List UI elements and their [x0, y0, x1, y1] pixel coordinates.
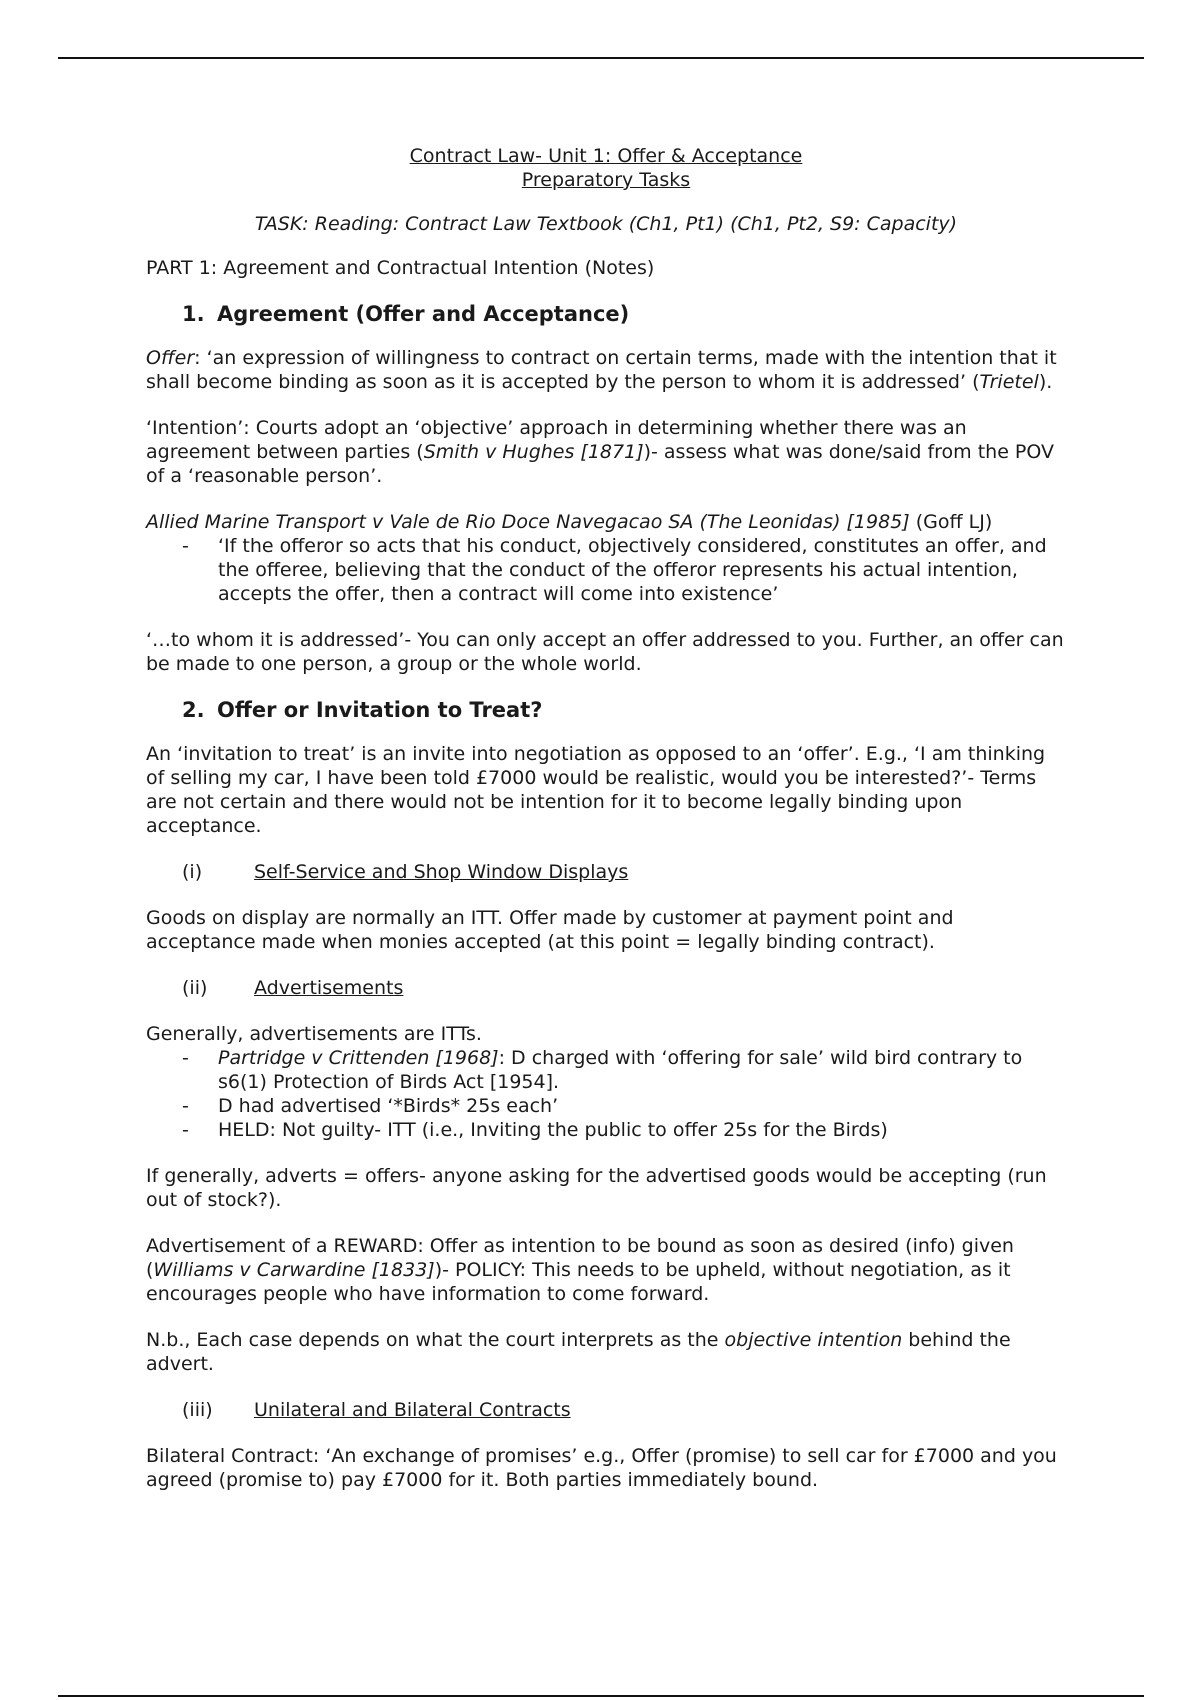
bilateral-paragraph: Bilateral Contract: ‘An exchange of promises’ e.g., Offer (promise) to sell car for £7000 and you agreed (promise to) pay £7000 for it. Both parties immediately bound.: [146, 1445, 1057, 1491]
list-item: - D had advertised ‘*Birds* 25s each’: [218, 1094, 1066, 1118]
section-heading-2: 2. Offer or Invitation to Treat?: [182, 698, 543, 722]
subheading-advertisements: (ii) Advertisements: [182, 977, 404, 999]
list-item: - HELD: Not guilty- ITT (i.e., Inviting the public to offer 25s for the Birds): [218, 1118, 1066, 1142]
allied-case: Allied Marine Transport v Vale de Rio Doce Navegacao SA (The Leonidas) [1985] (Goff LJ): [146, 511, 993, 533]
subheading-self-service: (i) Self-Service and Shop Window Displays: [182, 861, 629, 883]
reward-paragraph: Advertisement of a REWARD: Offer as intention to be bound as soon as desired (info) given (Williams v Carwardine [1833])- POLICY: This needs to be upheld, without negotiation, as it encourages people who have information to come forward.: [146, 1235, 1014, 1305]
list-item: - ‘If the offeror so acts that his conduct, objectively considered, constitutes an offer, and the offeree, believing that the conduct of the offeror represents his actual intention, accepts the offer, then a contract will come into existence’: [218, 534, 1066, 606]
section-heading-1: 1. Agreement (Offer and Acceptance): [182, 302, 630, 326]
document-title: Contract Law- Unit 1: Offer & Acceptance: [409, 145, 803, 167]
advertisements-intro: Generally, advertisements are ITTs.: [146, 1023, 482, 1045]
intention-paragraph: ‘Intention’: Courts adopt an ‘objective’ approach in determining whether there was an agreement between parties (Smith v Hughes [1871])- assess what was done/said from the POV of a ‘reasonable person’.: [146, 417, 1055, 487]
footer-rule: [58, 1695, 1144, 1697]
nb-paragraph: N.b., Each case depends on what the court interprets as the objective intention behind the advert.: [146, 1329, 1011, 1375]
task-line: TASK: Reading: Contract Law Textbook (Ch1, Pt1) (Ch1, Pt2, S9: Capacity): [254, 213, 958, 235]
subheading-unilateral-bilateral: (iii) Unilateral and Bilateral Contracts: [182, 1399, 571, 1421]
offer-definition: Offer: ‘an expression of willingness to contract on certain terms, made with the intention that it shall become binding as soon as it is accepted by the person to whom it is addressed’ (Trietel).: [146, 347, 1057, 393]
part-heading: PART 1: Agreement and Contractual Intention (Notes): [146, 257, 655, 279]
header-rule: [58, 57, 1144, 59]
itt-intro: An ‘invitation to treat’ is an invite into negotiation as opposed to an ‘offer’. E.g., ‘I am thinking of selling my car, I have been told £7000 would be realistic, would you be interested?’- Terms are not certain and there would not be intention for it to become legally binding upon acceptance.: [146, 743, 1046, 837]
allied-quote-list: [146, 534, 1066, 606]
self-service-text: Goods on display are normally an ITT. Offer made by customer at payment point and acceptance made when monies accepted (at this point = legally binding contract).: [146, 907, 954, 953]
document-page: [146, 144, 1066, 1492]
advertisements-list: [146, 1046, 1066, 1142]
addressed-paragraph: ‘…to whom it is addressed’- You can only accept an offer addressed to you. Further, an offer can be made to one person, a group or the whole world.: [146, 629, 1064, 675]
adverts-offers-paragraph: If generally, adverts = offers- anyone asking for the advertised goods would be accepting (run out of stock?).: [146, 1165, 1047, 1211]
list-item: - Partridge v Crittenden [1968]: D charged with ‘offering for sale’ wild bird contrary to s6(1) Protection of Birds Act [1954].: [218, 1046, 1066, 1094]
document-subtitle: Preparatory Tasks: [521, 169, 691, 191]
